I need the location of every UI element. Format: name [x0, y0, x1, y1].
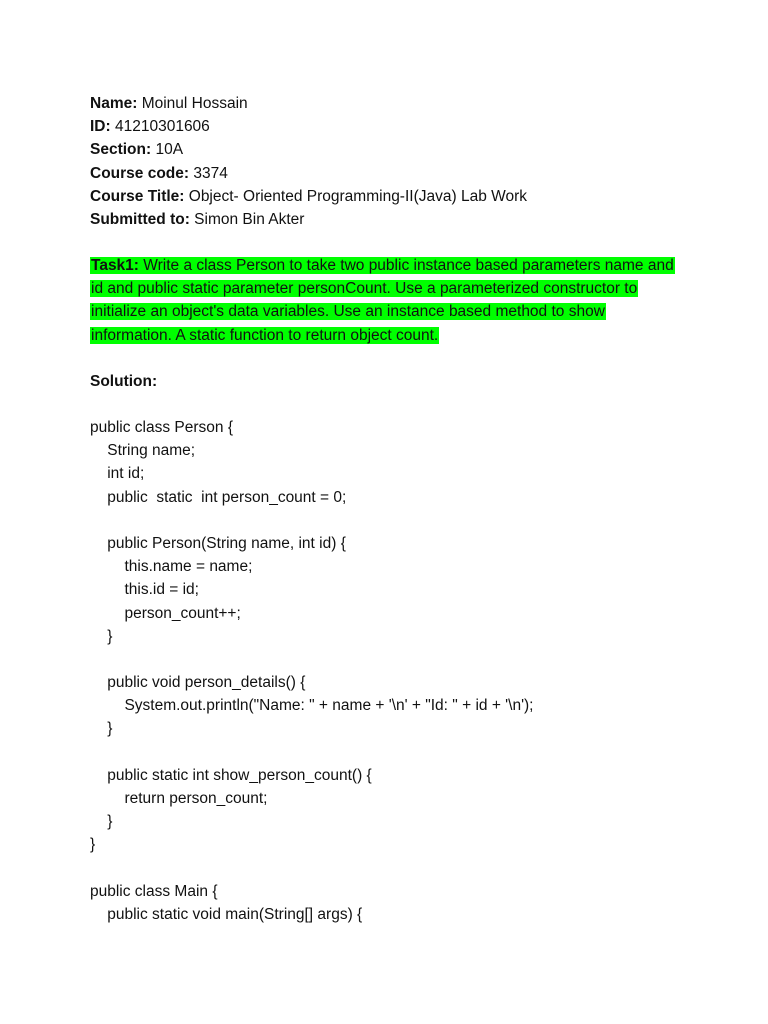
- course-code-value: 3374: [189, 164, 228, 182]
- task-label: Task1:: [91, 257, 139, 274]
- submitted-to-value: Simon Bin Akter: [189, 210, 305, 228]
- task-text: Write a class Person to take two public instance based parameters name and id and public static parameter personCount. Use a parameterized constructor to initialize an object's data variables. Use an instance based method to show information. A static function to return object count.: [91, 257, 674, 344]
- code-line: System.out.println("Name: " + name + '\n' + "Id: " + id + '\n');: [90, 697, 534, 715]
- code-line: int id;: [90, 465, 145, 483]
- code-line: this.name = name;: [90, 558, 253, 576]
- code-line: [90, 857, 710, 880]
- code-line: public Person(String name, int id) {: [90, 534, 346, 552]
- section-label: Section:: [90, 141, 152, 159]
- code-line: public void person_details() {: [90, 674, 306, 692]
- code-line: public static int show_person_count() {: [90, 766, 372, 784]
- name-value: Moinul Hossain: [137, 95, 248, 112]
- code-line: String name;: [90, 442, 196, 460]
- course-title-label: Course Title:: [90, 187, 185, 205]
- name-label: Name:: [90, 95, 138, 112]
- document-page: [90, 0, 690, 1024]
- section-value: 10A: [151, 141, 184, 159]
- id-label: ID:: [90, 118, 111, 136]
- task-description: [90, 254, 690, 347]
- code-line: }: [90, 836, 96, 854]
- code-line: public class Person {: [90, 419, 234, 436]
- task-highlight: [90, 257, 675, 344]
- code-line: }: [90, 720, 113, 738]
- student-info: [90, 92, 527, 231]
- code-line: }: [90, 813, 113, 831]
- course-title-value: Object- Oriented Programming-II(Java) Lab Work: [184, 187, 528, 205]
- code-line: public static int person_count = 0;: [90, 488, 347, 506]
- code-line: [90, 509, 710, 532]
- code-line: this.id = id;: [90, 581, 199, 599]
- course-title-line: [90, 185, 527, 208]
- course-code-label: Course code:: [90, 164, 190, 182]
- code-line: [90, 648, 710, 671]
- code-line: public static void main(String[] args) {: [90, 905, 363, 923]
- code-line: }: [90, 627, 113, 645]
- submitted-to-line: [90, 208, 527, 231]
- course-code-line: [90, 162, 527, 185]
- code-line: [90, 741, 710, 764]
- code-line: return person_count;: [90, 790, 268, 807]
- id-value: 41210301606: [110, 118, 210, 136]
- code-line: public class Main {: [90, 882, 218, 900]
- name-line: [90, 92, 527, 115]
- solution-heading: Solution:: [90, 373, 158, 390]
- section-line: [90, 138, 527, 161]
- id-line: [90, 115, 527, 138]
- code-block: [90, 416, 710, 926]
- submitted-to-label: Submitted to:: [90, 210, 190, 228]
- code-line: person_count++;: [90, 604, 241, 622]
